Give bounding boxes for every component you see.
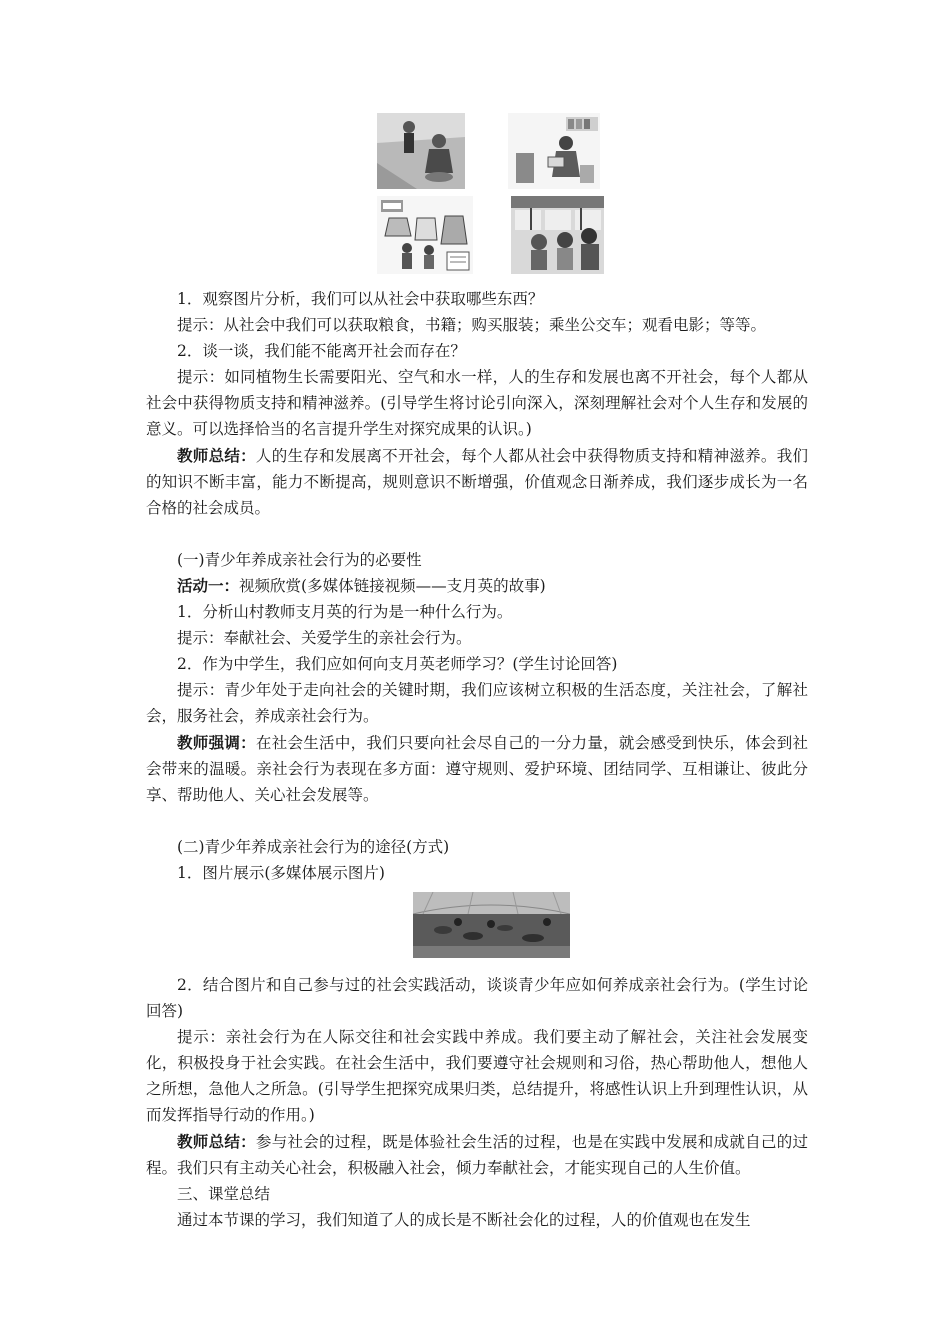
field-photo-figure [146, 886, 808, 972]
spacer [146, 521, 808, 547]
section-2-teacher-summary [146, 1129, 808, 1181]
spacer [146, 808, 808, 834]
teacher-summary-text: 人的生存和发展离不开社会，每个人都从社会中获得物质支持和精神滋养。我们的知识不断丰富，能力不断提高，规则意识不断增强，价值观念日渐养成，我们逐步成长为一名合格的社会成员。 [146, 446, 808, 517]
intro-teacher-summary [146, 443, 808, 521]
section-3-text: 通过本节课的学习，我们知道了人的成长是不断社会化的过程，人的价值观也在发生 [177, 1210, 751, 1229]
teacher-summary-label: 教师总结： [177, 445, 256, 465]
section-2-answer-2: 提示：亲社会行为在人际交往和社会实践中养成。我们要主动了解社会，关注社会发展变化，积极投身于社会实践。在社会生活中，我们要遵守社会规则和习俗，热心帮助他人，想他人之所想，急他人之所急。(引导学生把探究成果归类，总结提升，将感性认识上升到理性认识，从而发挥指导行动的作用。) [146, 1028, 808, 1125]
section-3-heading: 三、课堂总结 [177, 1184, 271, 1203]
farmer-harvest-image [377, 113, 465, 189]
activity-text: 视频欣赏(多媒体链接视频——支月英的故事) [239, 576, 546, 595]
section-1-question-2: 2．作为中学生，我们应如何向支月英老师学习？(学生讨论回答) [177, 655, 618, 674]
teacher-emphasis-text: 在社会生活中，我们只要向社会尽自己的一分力量，就会感受到快乐，体会到社会带来的温暖。亲社会行为表现在多方面：遵守规则、爱护环境、团结同学、互相谦让、彼此分享、帮助他人、关心社会发展等。 [146, 733, 808, 804]
intro-question-2: 2．谈一谈，我们能不能离开社会而存在？ [177, 342, 466, 361]
section-1-heading: (一)青少年养成亲社会行为的必要性 [177, 550, 422, 569]
section-1-answer-1: 提示：奉献社会、关爱学生的亲社会行为。 [177, 629, 472, 648]
teacher-summary-text: 参与社会的过程，既是体验社会生活的过程，也是在实践中发展和成就自己的过程。我们只有主动关心社会，积极融入社会，倾力奉献社会，才能实现自己的人生价值。 [146, 1132, 808, 1177]
section-1-answer-2: 提示：青少年处于走向社会的关键时期，我们应该树立积极的生活态度，关注社会，了解社会，服务社会，养成亲社会行为。 [146, 681, 808, 726]
bus-ride-image [511, 196, 604, 274]
section-2-item-1: 1．图片展示(多媒体展示图片) [177, 863, 385, 882]
greenhouse-field-image [413, 892, 570, 958]
intro-answer-2: 提示：如同植物生长需要阳光、空气和水一样，人的生存和发展也离不开社会，每个人都从社会中获得物质支持和精神滋养。(引导学生将讨论引向深入，深刻理解社会对个人生存和发展的意义。可以选择恰当的名言提升学生对探究成果的认识。) [146, 368, 808, 439]
teacher-emphasis [146, 730, 808, 808]
teacher-emphasis-label: 教师强调： [177, 732, 256, 752]
intro-question-1: 1．观察图片分析，我们可以从社会中获取哪些东西？ [177, 290, 544, 308]
intro-answer-1: 提示：从社会中我们可以获取粮食，书籍；购买服装；乘坐公交车；观看电影；等等。 [177, 316, 767, 335]
girl-reading-image [508, 113, 600, 189]
buying-clothes-image [377, 196, 473, 274]
section-2-item-2: 2．结合图片和自己参与过的社会实践活动，谈谈青少年应如何养成亲社会行为。(学生讨论回答) [146, 975, 808, 1021]
activity-1 [146, 573, 808, 599]
activity-label: 活动一： [177, 575, 240, 595]
section-2-heading: (二)青少年养成亲社会行为的途径(方式) [177, 837, 450, 856]
lesson-content [146, 286, 808, 1233]
teacher-summary-label: 教师总结： [177, 1131, 256, 1151]
section-1-question-1: 1．分析山村教师支月英的行为是一种什么行为。 [177, 603, 513, 622]
